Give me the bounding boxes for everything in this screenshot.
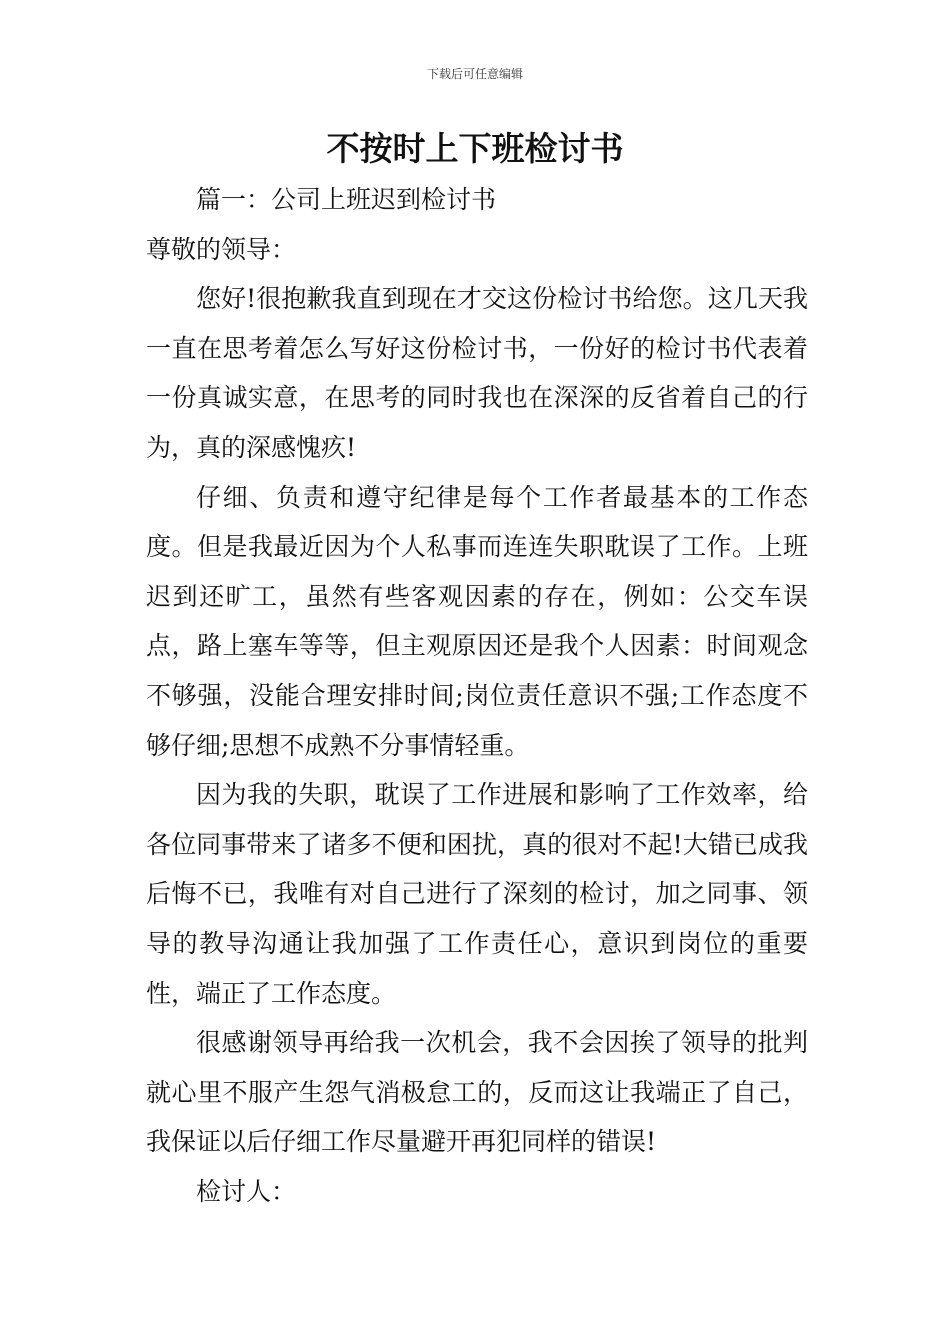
document-title: 不按时上下班检讨书 — [326, 129, 624, 168]
paragraph-4: 很感谢领导再给我一次机会，我不会因挨了领导的批判就心里不服产生怨气消极怠工的，反而这让我端正了自己，我保证以后仔细工作尽量避开再犯同样的错误! — [146, 1028, 808, 1157]
paragraph-2: 仔细、负责和遵守纪律是每个工作者最基本的工作态度。但是我最近因为个人私事而连连失职耽误了工作。上班迟到还旷工，虽然有些客观因素的存在，例如：公交车误点，路上塞车等等，但主观原因还是我个人因素：时间观念不够强，没能合理安排时间;岗位责任意识不强;工作态度不够仔细;思想不成熟不分事情轻重。 — [146, 482, 808, 760]
section-heading: 篇一：公司上班迟到检讨书 — [196, 185, 497, 214]
paragraph-1: 您好!很抱歉我直到现在才交这份检讨书给您。这几天我一直在思考着怎么写好这份检讨书，一份好的检讨书代表着一份真诚实意，在思考的同时我也在深深的反省着自己的行为，真的深感愧疚! — [146, 284, 808, 462]
signature-line: 检讨人： — [196, 1176, 297, 1206]
paragraph-3: 因为我的失职，耽误了工作进展和影响了工作效率，给各位同事带来了诸多不便和困扰，真的很对不起!大错已成我后悔不已，我唯有对自己进行了深刻的检讨，加之同事、领导的教导沟通让我加强了工作责任心，意识到岗位的重要性，端正了工作态度。 — [146, 780, 808, 1008]
document-body — [146, 175, 808, 1216]
salutation: 尊敬的领导： — [146, 234, 297, 264]
header-note: 下载后可任意编辑 — [426, 67, 523, 81]
